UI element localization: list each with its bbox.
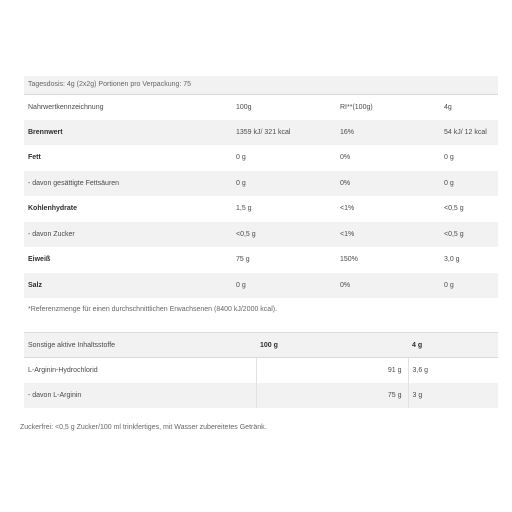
row-value-ri: <1%	[340, 205, 355, 213]
table-row	[24, 196, 498, 222]
row-value-ri: <1%	[336, 222, 440, 248]
row-value-4g: 3,6 g	[408, 358, 498, 383]
reference-note-row	[24, 298, 498, 320]
row-value-ri: 0%	[336, 171, 440, 197]
row-value-4g: 0 g	[440, 273, 498, 299]
active-header-4g: 4 g	[408, 333, 498, 358]
table-row	[24, 273, 498, 299]
row-name: - davon L-Arginin	[24, 383, 256, 408]
row-name: Salz	[24, 273, 232, 299]
table-row	[24, 247, 498, 273]
nutrition-table	[24, 76, 498, 320]
row-name: Fett	[28, 154, 41, 162]
row-value-4g: <0,5 g	[440, 222, 498, 248]
row-name: L-Arginin-Hydrochlorid	[28, 366, 98, 374]
row-name: - davon Zucker	[24, 222, 232, 248]
table-row	[24, 120, 498, 146]
active-header-label: Sonstige aktive Inhaltsstoffe	[24, 333, 256, 358]
row-value-100g: 1359 kJ/ 321 kcal	[232, 120, 336, 146]
row-value-ri: 0%	[336, 273, 440, 299]
serving-info: Tagesdosis: 4g (2x2g) Portionen pro Verpackung: 75	[24, 76, 498, 94]
row-value-4g: 3,0 g	[444, 256, 460, 264]
nutrition-header-row	[24, 94, 498, 120]
row-value-100g: <0,5 g	[232, 222, 336, 248]
row-value-4g: 54 kJ/ 12 kcal	[440, 120, 498, 146]
active-header-row	[24, 333, 498, 358]
header-label: Nahrwertkennzeichnung	[24, 94, 232, 120]
row-value-ri: 0%	[340, 154, 351, 162]
row-value-ri: 150%	[340, 256, 358, 264]
table-row	[24, 145, 498, 171]
serving-info-row	[24, 76, 498, 94]
row-name: - davon gesättigte Fettsäuren	[24, 171, 232, 197]
active-ingredients-table	[24, 332, 498, 408]
row-value-100g: 0 g	[236, 154, 246, 162]
header-4g: 4g	[440, 94, 498, 120]
row-value-4g: <0,5 g	[444, 205, 464, 213]
row-name: Kohlenhydrate	[28, 205, 78, 213]
table-row	[24, 222, 498, 248]
row-name: Eiweiß	[28, 256, 51, 264]
table-row	[24, 358, 498, 383]
row-value-100g: 0 g	[232, 171, 336, 197]
sugar-free-note: Zuckerfrei: <0,5 g Zucker/100 ml trinkfertiges, mit Wasser zubereitetes Getränk.	[20, 424, 267, 431]
row-value-100g: 75 g	[256, 383, 408, 408]
row-value-100g: 75 g	[236, 256, 250, 264]
row-value-4g: 3 g	[408, 383, 498, 408]
header-100g: 100g	[232, 94, 336, 120]
row-value-ri: 16%	[336, 120, 440, 146]
header-ri: RI**(100g)	[336, 94, 440, 120]
row-value-4g: 0 g	[444, 154, 454, 162]
row-value-100g: 1,5 g	[236, 205, 252, 213]
row-value-4g: 0 g	[440, 171, 498, 197]
row-value-100g: 0 g	[232, 273, 336, 299]
active-header-100g: 100 g	[256, 333, 408, 358]
table-row	[24, 171, 498, 197]
table-row	[24, 383, 498, 408]
reference-note: *Referenzmenge für einen durchschnittlichen Erwachsenen (8400 kJ/2000 kcal).	[28, 305, 278, 313]
row-value-100g: 91 g	[256, 358, 408, 383]
row-name: Brennwert	[24, 120, 232, 146]
